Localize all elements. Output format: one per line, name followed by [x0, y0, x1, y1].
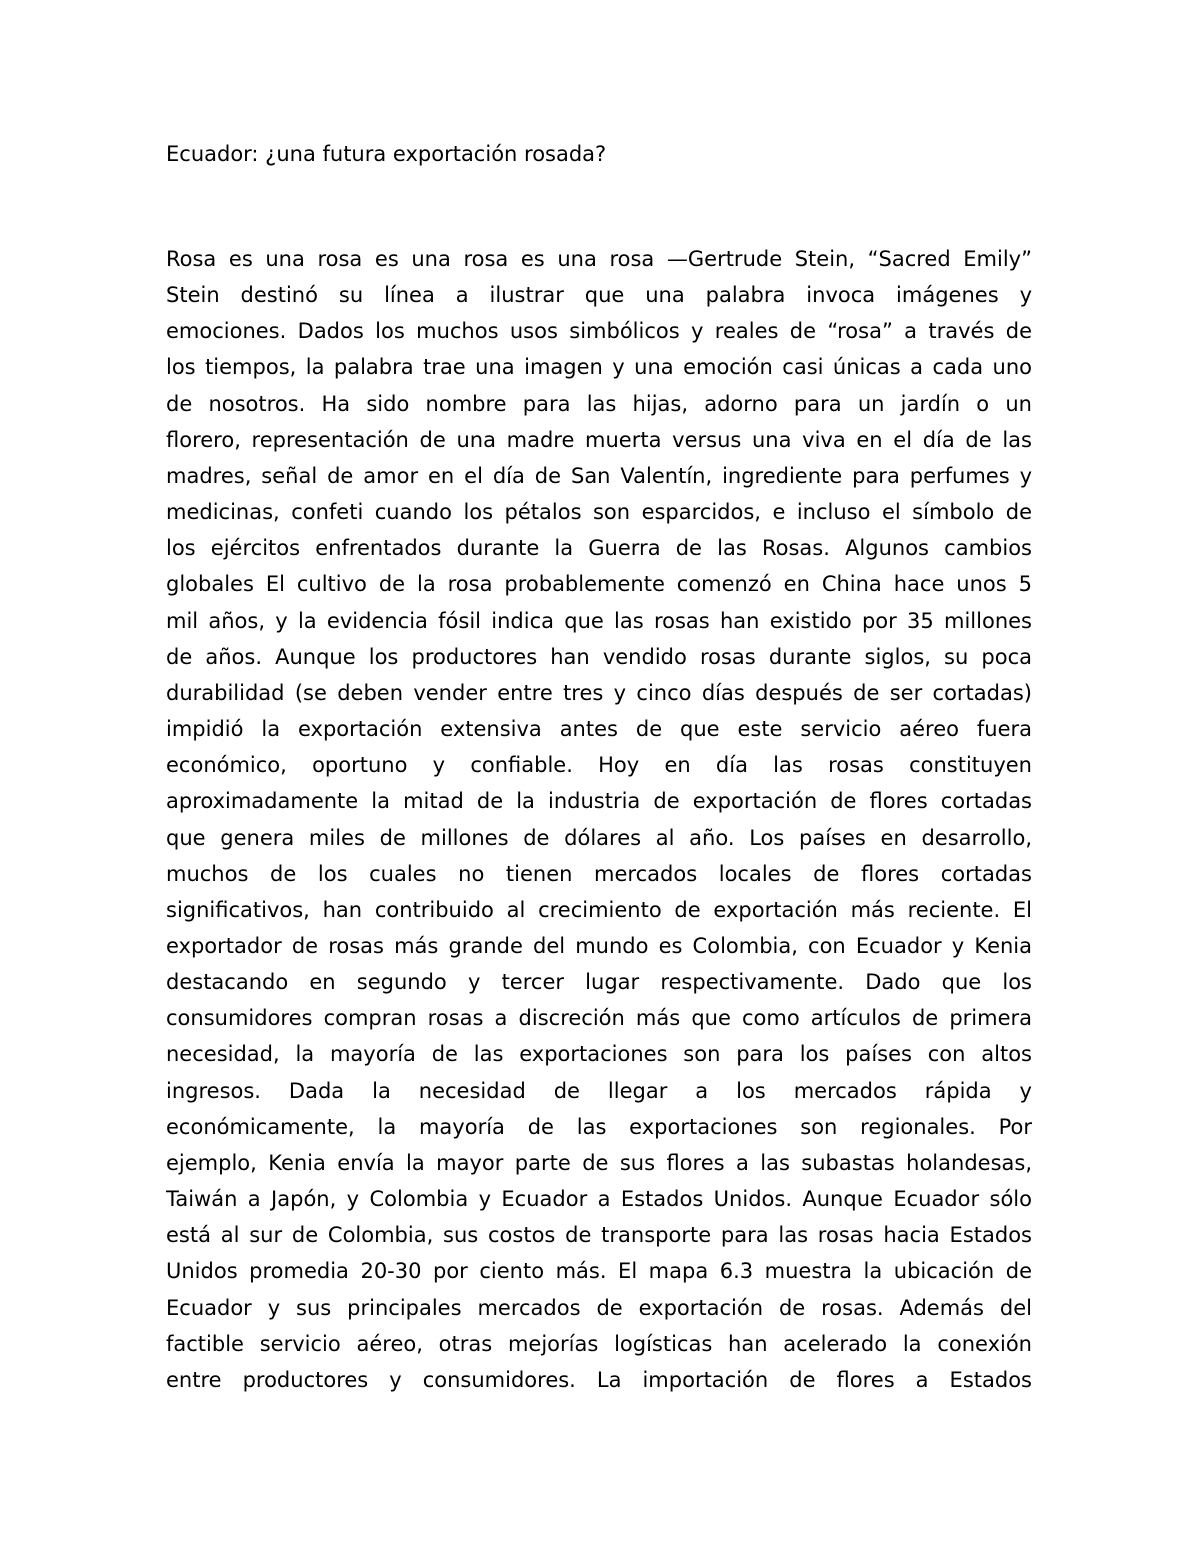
- body-line: los tiempos, la palabra trae una imagen y una emoción casi únicas a cada uno: [166, 355, 1032, 380]
- body-line: madres, señal de amor en el día de San Valentín, ingrediente para perfumes y: [166, 463, 1032, 488]
- body-line: está al sur de Colombia, sus costos de transporte para las rosas hacia Estados: [166, 1223, 1032, 1248]
- body-line: significativos, han contribuido al crecimiento de exportación más reciente. El: [166, 897, 1032, 922]
- body-line: ingresos. Dada la necesidad de llegar a los mercados rápida y: [166, 1078, 1032, 1103]
- body-line: factible servicio aéreo, otras mejorías logísticas han acelerado la conexión: [166, 1331, 1032, 1356]
- body-line: Taiwán a Japón, y Colombia y Ecuador a Estados Unidos. Aunque Ecuador sólo: [166, 1187, 1032, 1212]
- body-line: Rosa es una rosa es una rosa es una rosa —Gertrude Stein, “Sacred Emily”: [166, 247, 1032, 271]
- body-line: entre productores y consumidores. La importación de flores a Estados: [166, 1367, 1032, 1392]
- body-line: destacando en segundo y tercer lugar respectivamente. Dado que los: [166, 970, 1032, 995]
- body-line: muchos de los cuales no tienen mercados locales de flores cortadas: [166, 861, 1032, 886]
- document-title: Ecuador: ¿una futura exportación rosada?: [166, 142, 607, 166]
- body-line: Ecuador y sus principales mercados de exportación de rosas. Además del: [166, 1295, 1032, 1320]
- body-line: los ejércitos enfrentados durante la Guerra de las Rosas. Algunos cambios: [166, 536, 1032, 561]
- body-line: globales El cultivo de la rosa probablemente comenzó en China hace unos 5: [166, 572, 1032, 597]
- body-line: ejemplo, Kenia envía la mayor parte de sus flores a las subastas holandesas,: [166, 1150, 1032, 1175]
- body-line: Unidos promedia 20-30 por ciento más. El mapa 6.3 muestra la ubicación de: [166, 1259, 1032, 1284]
- body-line: de años. Aunque los productores han vendido rosas durante siglos, su poca: [166, 644, 1032, 669]
- body-line: que genera miles de millones de dólares al año. Los países en desarrollo,: [166, 825, 1032, 850]
- body-line: Stein destinó su línea a ilustrar que una palabra invoca imágenes y: [166, 283, 1032, 308]
- document-body: [166, 241, 1032, 1398]
- body-line: aproximadamente la mitad de la industria de exportación de flores cortadas: [166, 789, 1032, 814]
- body-line: emociones. Dados los muchos usos simbólicos y reales de “rosa” a través de: [166, 319, 1032, 344]
- body-line: exportador de rosas más grande del mundo es Colombia, con Ecuador y Kenia: [166, 933, 1032, 958]
- body-line: consumidores compran rosas a discreción más que como artículos de primera: [166, 1006, 1032, 1031]
- body-line: florero, representación de una madre muerta versus una viva en el día de las: [166, 427, 1032, 452]
- body-line: económicamente, la mayoría de las exportaciones son regionales. Por: [166, 1114, 1032, 1139]
- body-line: durabilidad (se deben vender entre tres y cinco días después de ser cortadas): [166, 680, 1032, 705]
- body-line: económico, oportuno y confiable. Hoy en día las rosas constituyen: [166, 753, 1032, 778]
- body-line: mil años, y la evidencia fósil indica que las rosas han existido por 35 millones: [166, 608, 1032, 633]
- body-line: de nosotros. Ha sido nombre para las hijas, adorno para un jardín o un: [166, 391, 1032, 416]
- body-line: medicinas, confeti cuando los pétalos son esparcidos, e incluso el símbolo de: [166, 500, 1032, 525]
- body-line: impidió la exportación extensiva antes de que este servicio aéreo fuera: [166, 717, 1032, 742]
- body-line: necesidad, la mayoría de las exportaciones son para los países con altos: [166, 1042, 1032, 1067]
